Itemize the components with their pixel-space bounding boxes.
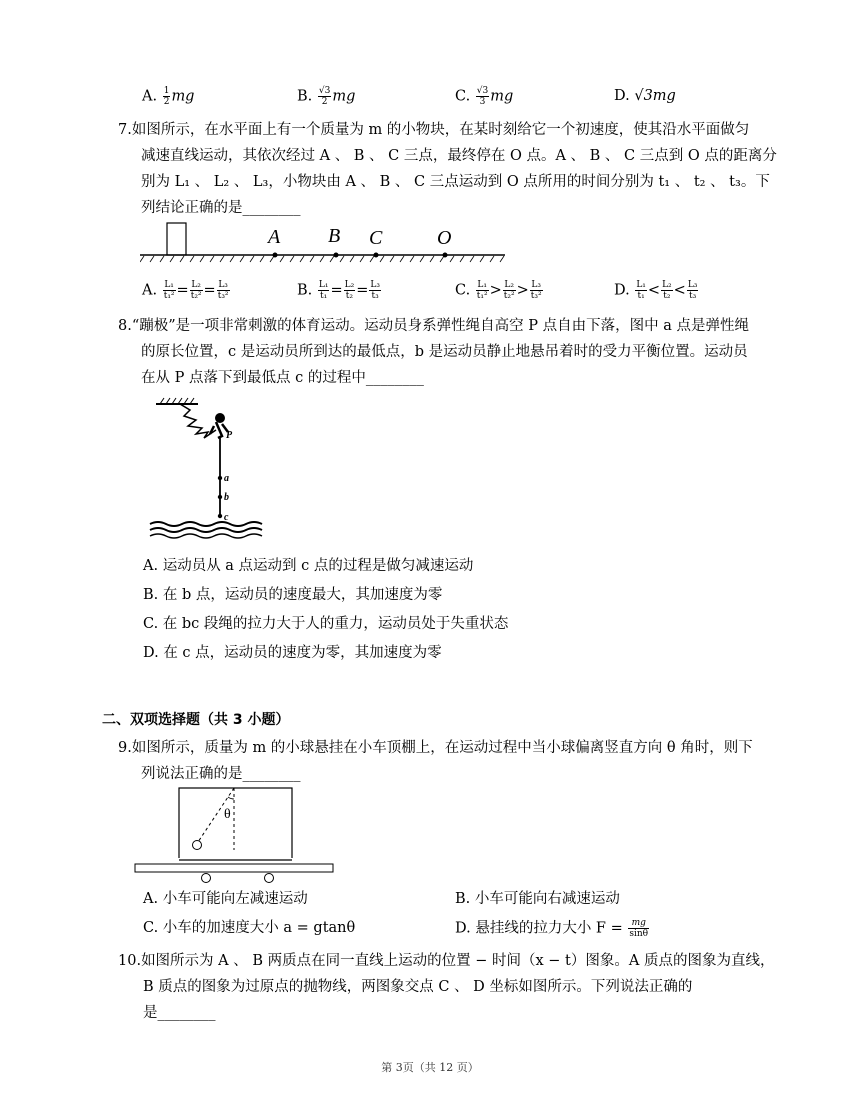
q8-label-a: a [224, 473, 229, 484]
q9-base [134, 858, 338, 888]
q7-figure [140, 218, 510, 268]
q6-option-a-fraction: $\frac{1}{2}$ [163, 86, 170, 107]
q7-point-b [334, 253, 339, 258]
q10-text-line2: B 质点的图象为过原点的抛物线，两图象交点 C 、 D 坐标如图所示。下列说法正确的 [143, 979, 693, 995]
q7-label-c: C [369, 227, 383, 249]
q9-text-line1: 9.如图所示，质量为 m 的小球悬挂在小车顶棚上，在运动过程中当小球偏离竖直方向 θ 角时，则下 [118, 740, 753, 756]
q7-text-line2: 减速直线运动，其依次经过 A 、 B 、 C 三点，最终停在 O 点。A 、 B 、 C 三点到 O 点的距离分 [141, 148, 777, 164]
q8-text-line3: 在从 P 点落下到最低点 c 的过程中________ [141, 370, 424, 386]
q7-text-line1: 7.如图所示，在水平面上有一个质量为 m 的小物块，在某时刻给它一个初速度，使其沿水平面做匀 [118, 122, 750, 138]
q7-label-b: B [328, 225, 341, 247]
q10-text-line1: 10.如图所示为 A 、 B 两质点在同一直线上运动的位置 − 时间（x − t）图象。A 质点的图象为直线， [118, 953, 775, 969]
q6-option-b: B. $\frac{√3}{2}$ mg [297, 86, 356, 107]
q8-label-p: P [226, 430, 233, 441]
q6-option-a: A. $\frac{1}{2}$ mg [142, 86, 195, 107]
q7-point-c [374, 253, 379, 258]
q8-point-b [218, 495, 222, 499]
q9-option-d-fraction: $\frac{mg}{\sin\theta}$ [629, 918, 649, 939]
q8-option-c: C. 在 bc 段绳的拉力大于人的重力，运动员处于失重状态 [143, 616, 509, 632]
q9-wheel-right [265, 874, 274, 883]
q7-point-a [273, 253, 278, 258]
q8-option-a: A. 运动员从 a 点运动到 c 点的过程是做匀减速运动 [143, 558, 474, 574]
q9-track [135, 864, 333, 872]
q9-text-line2: 列说法正确的是________ [141, 766, 301, 782]
q7-ground-hatch [140, 256, 504, 262]
q7-label-o: O [437, 227, 452, 249]
q9-option-d: D. 悬挂线的拉力大小 F = $\frac{mg}{\sin\theta}$ [455, 918, 649, 939]
q7-block [167, 223, 186, 255]
q6-option-c: C. $\frac{√3}{3}$ mg [455, 86, 514, 107]
q9-angle-label: θ [224, 807, 231, 822]
q10-text-line3: 是________ [143, 1005, 216, 1021]
q7-text-line4: 列结论正确的是________ [141, 200, 301, 216]
q8-text-line1: 8.“蹦极”是一项非常刺激的体育运动。运动员身系弹性绳自高空 P 点自由下落，图中 a 点是弹性绳 [118, 318, 750, 334]
q8-water-wave-2 [150, 528, 262, 532]
q8-label-b: b [224, 492, 229, 503]
q7-point-o [443, 253, 448, 258]
q7-text-line3: 别为 L₁ 、 L₂ 、 L₃，小物块由 A 、 B 、 C 三点运动到 O 点所用的时间分别为 t₁ 、 t₂ 、 t₃。下 [141, 174, 770, 190]
q9-figure [134, 786, 338, 858]
section2-title: 二、双项选择题（共 3 小题） [102, 712, 290, 728]
q8-point-a [218, 476, 222, 480]
q8-option-b: B. 在 b 点，运动员的速度最大，其加速度为零 [143, 587, 443, 603]
page-footer: 第 3页（共 12 页） [381, 1061, 479, 1074]
q9-option-c: C. 小车的加速度大小 a = gtanθ [143, 920, 356, 936]
q8-option-d: D. 在 c 点，运动员的速度为零，其加速度为零 [143, 645, 442, 661]
q9-angle-arc [228, 797, 234, 799]
q8-water-wave-3 [150, 534, 262, 538]
q6-option-b-fraction: $\frac{√3}{2}$ [318, 86, 331, 107]
q7-option-a: A. $\frac{\text{L₁}}{\text{t₁²}}$ = $\frac{\text{L₂}}{\text{t₂²}}$ = $\frac{\text{L₃}}{\text{t₃²}}$ [142, 280, 229, 301]
q8-figure [146, 396, 276, 542]
q8-water-wave-1 [150, 522, 262, 526]
q8-label-c: c [224, 512, 229, 523]
q7-option-b: B. $\frac{\text{L₁}}{\text{t₁}}$ = $\frac{\text{L₂}}{\text{t₂}}$ = $\frac{\text{L₃}}{\text{t₃}}$ [297, 280, 380, 301]
q8-jumper-head [215, 413, 225, 423]
q9-wheel-left [202, 874, 211, 883]
q9-ball [193, 841, 202, 850]
q8-text-line2: 的原长位置，c 是运动员所到达的最低点，b 是运动员静止地悬吊着时的受力平衡位置。运动员 [141, 344, 748, 360]
q9-option-a: A. 小车可能向左减速运动 [143, 891, 308, 907]
q7-label-a: A [268, 226, 281, 248]
q6-option-d: D. √3mg [614, 88, 676, 104]
q7-option-d: D. $\frac{\text{L₁}}{\text{t₁}}$ < $\frac{\text{L₂}}{\text{t₂}}$ < $\frac{\text{L₃}}{\text{t₃}}$ [614, 280, 698, 301]
q6-option-c-fraction: $\frac{√3}{3}$ [476, 86, 489, 107]
q9-option-b: B. 小车可能向右减速运动 [455, 891, 620, 907]
q8-point-c [218, 514, 222, 518]
q7-option-c: C. $\frac{\text{L₁}}{\text{t₁²}}$ > $\frac{\text{L₂}}{\text{t₂²}}$ > $\frac{\text{L₃}}{\text{t₃²}}$ [455, 280, 542, 301]
